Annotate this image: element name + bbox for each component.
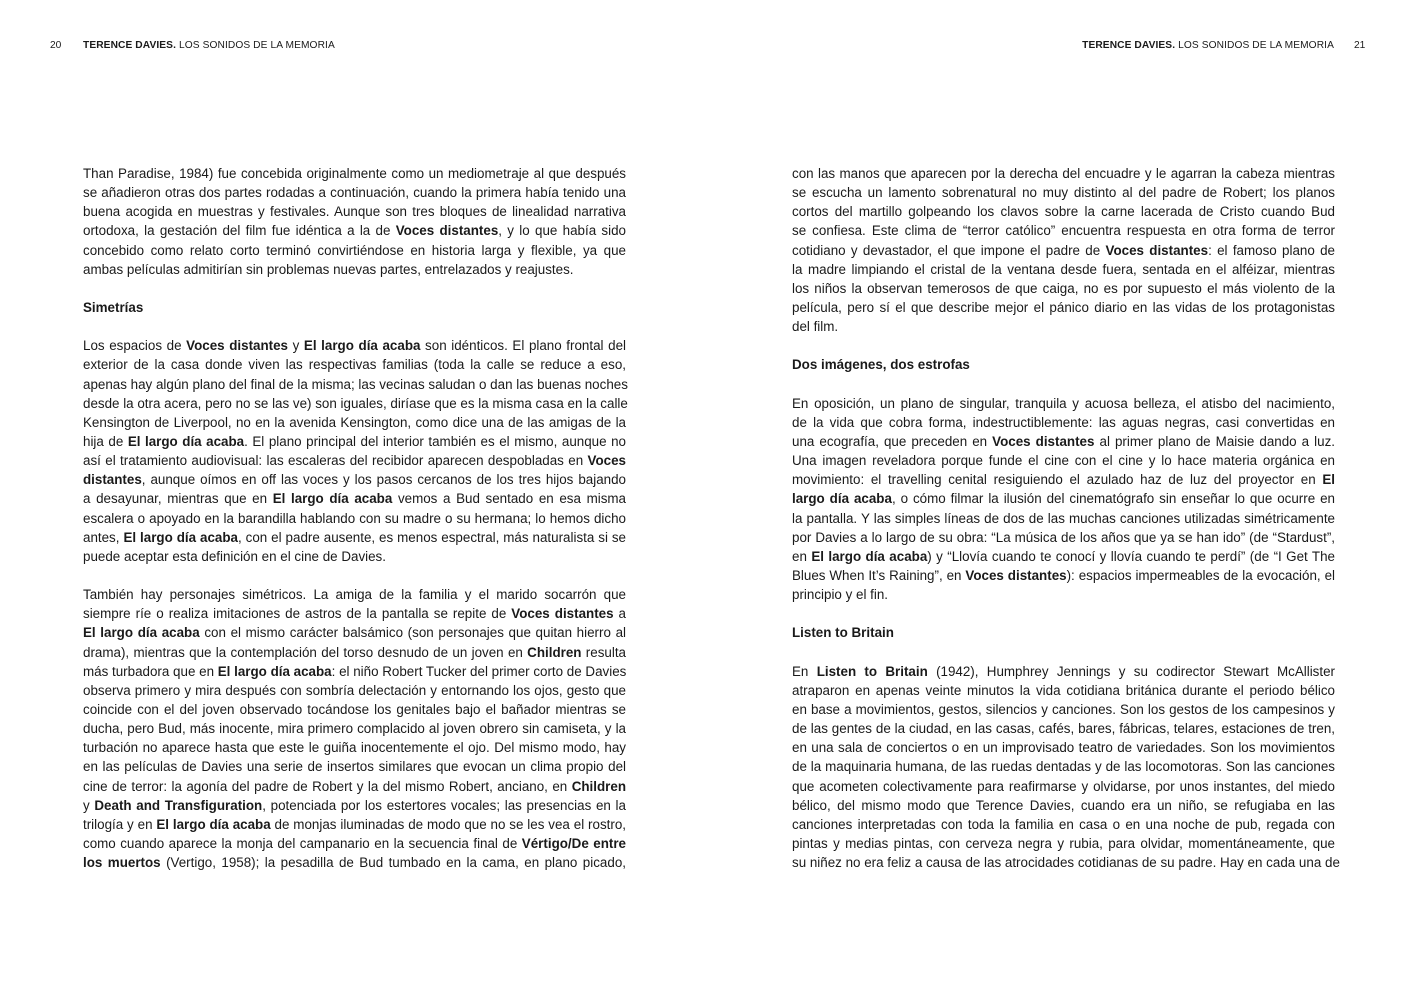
film-title: Voces distantes bbox=[1105, 242, 1209, 258]
text-line bbox=[83, 394, 626, 413]
running-head-author: TERENCE DAVIES. bbox=[83, 40, 177, 51]
text-line bbox=[83, 815, 626, 834]
text-run: la pantalla. Y las simples líneas de dos de las muchas canciones utilizadas simétricamente bbox=[792, 510, 1335, 526]
text-line bbox=[83, 585, 626, 604]
text-run: Los espacios de bbox=[83, 338, 187, 354]
text-run: (Vertigo, 1958); la pesadilla de Bud tumbado en la cama, en plano picado, bbox=[160, 855, 626, 871]
film-title: El largo día acaba bbox=[156, 816, 271, 832]
text-run: , o cómo filmar la ilusión del cinematógrafo sin enseñar lo que ocurre en bbox=[891, 491, 1335, 507]
left-page bbox=[0, 0, 708, 1000]
film-title: El largo día acaba bbox=[127, 433, 245, 449]
section-heading: Simetrías bbox=[83, 299, 144, 315]
right-page bbox=[709, 0, 1417, 1000]
text-run: , aunque oímos en off las voces y los pasos cercanos de los tres hijos bajando bbox=[141, 472, 626, 488]
text-run: (1942), Humphrey Jennings y su codirector Stewart McAllister bbox=[927, 663, 1335, 679]
text-run: ): espacios impermeables de la evocación, el bbox=[1066, 567, 1335, 583]
film-title: El largo día acaba bbox=[811, 548, 928, 564]
text-run: Una imagen reveladora porque funde el cine con el cine y lo hace materia orgánica en bbox=[792, 453, 1335, 469]
text-line bbox=[792, 834, 1335, 853]
text-run: trilogía y en bbox=[83, 816, 157, 832]
text-run: canciones interpretadas con toda la familia en casa o en una noche de pub, regada con bbox=[792, 816, 1335, 832]
film-title: Listen to Britain bbox=[816, 663, 928, 679]
film-title: Voces distantes bbox=[511, 606, 614, 622]
text-line bbox=[792, 509, 1335, 528]
film-title: Children bbox=[571, 778, 626, 794]
text-line bbox=[83, 757, 626, 776]
body-text bbox=[83, 164, 626, 891]
text-run: observa primero y mira después con sombría delectación y entornando los ojos, gesto que bbox=[83, 682, 626, 698]
text-line bbox=[792, 719, 1335, 738]
text-run: antes, bbox=[83, 529, 124, 545]
text-run: ) y “Llovía cuando te conocí y llovía cuando te perdí” (de “I Get The bbox=[927, 548, 1335, 564]
text-line bbox=[83, 796, 626, 815]
text-line bbox=[83, 221, 626, 240]
text-run: con las manos que aparecen por la derecha del encuadre y le agarran la cabeza mientras bbox=[792, 166, 1335, 181]
text-line bbox=[83, 853, 626, 872]
text-line bbox=[792, 432, 1335, 451]
text-line bbox=[83, 432, 626, 451]
text-run: vemos a Bud sentado en esa misma bbox=[392, 491, 626, 507]
text-run: puede aceptar esta definición en el cine de Davies. bbox=[83, 548, 386, 564]
text-line bbox=[792, 221, 1335, 240]
text-line bbox=[83, 528, 626, 547]
text-run: cine de terror: la agonía del padre de Robert y la del mismo Robert, anciano, en bbox=[83, 778, 572, 794]
text-line bbox=[792, 662, 1335, 681]
text-run: en una sala de conciertos o en un improvisado teatro de variedades. Son los movimientos bbox=[792, 740, 1335, 756]
text-run: así el tratamiento audiovisual: las escaleras del recibidor aparecen despobladas en bbox=[83, 453, 588, 469]
text-run: en base a movimientos, gestos, silencios y canciones. Son los gestos de los campesinos y bbox=[792, 701, 1335, 717]
text-line bbox=[792, 317, 1335, 336]
text-line bbox=[83, 604, 626, 623]
film-title: Death and Transfiguration bbox=[94, 797, 263, 813]
text-line bbox=[83, 375, 626, 394]
text-line bbox=[792, 241, 1335, 260]
text-run: : el niño Robert Tucker del primer corto de Davies bbox=[331, 663, 627, 679]
running-head-author: TERENCE DAVIES. bbox=[1082, 40, 1176, 51]
text-line bbox=[83, 547, 626, 566]
paragraph bbox=[792, 164, 1335, 336]
text-run: drama), mientras que la contemplación del torso desnudo de un joven en bbox=[83, 644, 528, 660]
text-run: coincide con el del joven observado tocándose los genitales bajo el bañador mientras se bbox=[83, 701, 626, 717]
film-title: los muertos bbox=[83, 855, 161, 871]
text-run: que acometen colectivamente para reafirmarse y olvidarse, por unos instantes, del miedo bbox=[792, 778, 1335, 794]
text-run: en las películas de Davies una serie de insertos similares que evocan un clima propio del bbox=[83, 759, 626, 775]
film-title: El largo día acaba bbox=[303, 338, 421, 354]
film-title: Vértigo/De entre bbox=[521, 835, 627, 851]
running-head-title: LOS SONIDOS DE LA MEMORIA bbox=[178, 40, 335, 51]
text-run: : el famoso plano de bbox=[1208, 242, 1336, 258]
paragraph bbox=[792, 394, 1335, 605]
text-run: del film. bbox=[792, 319, 839, 335]
text-run: turbación no aparece hasta que este le guiña inocentemente el ojo. Del mismo modo, hay bbox=[83, 740, 626, 756]
text-run: como cuando aparece la monja del campanario en la secuencia final de bbox=[83, 835, 522, 851]
text-run: concebido como relato corto terminó convirtiéndose en historia larga y flexible, ya que bbox=[83, 242, 626, 258]
text-line bbox=[792, 202, 1335, 221]
body-text bbox=[792, 164, 1340, 891]
text-line bbox=[83, 700, 626, 719]
text-run: los niños la observan temerosos de que caiga, no es por supuesto el más violento de la bbox=[792, 280, 1335, 296]
page-number: 21 bbox=[1354, 40, 1366, 51]
text-run: hija de bbox=[83, 433, 128, 449]
text-line bbox=[792, 470, 1335, 489]
film-title: El largo día acaba bbox=[123, 529, 238, 545]
text-run: la madre limpiando el cristal de la ventana desde fuera, sentada en el alféizar, mientras bbox=[792, 261, 1335, 277]
text-run: , y lo que había sido bbox=[498, 223, 626, 239]
text-line bbox=[83, 183, 626, 202]
text-run: ortodoxa, la gestación del film fue idéntica a la de bbox=[83, 223, 396, 239]
text-line bbox=[792, 164, 1335, 183]
text-line bbox=[83, 719, 626, 738]
text-run: . El plano principal del interior también es el mismo, aunque no bbox=[244, 433, 626, 449]
text-run: de la vida que cobra forma, indestructiblemente: las aguas negras, casi convertidas en bbox=[792, 414, 1335, 430]
text-line bbox=[83, 662, 626, 681]
text-line bbox=[83, 260, 626, 279]
text-run: También hay personajes simétricos. La amiga de la familia y el marido socarrón que bbox=[83, 587, 626, 603]
text-run: movimiento: el travelling cenital resiguiendo el azulado haz de luz del proyector en bbox=[792, 472, 1323, 488]
text-run: ducha, pero Bud, más inocente, mira primero complacido al joven obrero sin camiseta, y la bbox=[83, 721, 626, 737]
text-line bbox=[792, 183, 1335, 202]
text-line bbox=[792, 298, 1335, 317]
text-run: de la maquinaria humana, de las ruedas dentadas y de las locomotoras. Son las canciones bbox=[792, 759, 1335, 775]
text-run: bélico, del mismo modo que Terence Davies, cuando era un niño, se refugiaba en las bbox=[792, 797, 1335, 813]
text-line bbox=[83, 164, 626, 183]
text-line bbox=[83, 834, 626, 853]
text-run: y bbox=[83, 797, 95, 813]
text-run: exterior de la casa donde viven las respectivas familias (toda la calle se reduce a eso, bbox=[83, 357, 626, 373]
text-line bbox=[83, 202, 626, 221]
text-run: una ecografía, que preceden en bbox=[792, 433, 993, 449]
text-line bbox=[792, 528, 1335, 547]
text-run: pintas y medias pintas, con cerveza negra y rubia, para olvidar, momentáneamente, que bbox=[792, 835, 1335, 851]
film-title: distantes bbox=[83, 472, 142, 488]
text-line bbox=[792, 260, 1335, 279]
text-line bbox=[792, 738, 1335, 757]
text-line bbox=[83, 413, 626, 432]
text-line bbox=[792, 489, 1335, 508]
text-run: Kensington de Liverpool, no en la avenida Kensington, como dice una de las amigas de la bbox=[83, 414, 626, 430]
text-line bbox=[792, 796, 1335, 815]
text-run: se escucha un lamento sobrenatural no muy distinto al del padre de Robert; los planos bbox=[792, 185, 1335, 201]
film-title: Voces distantes bbox=[992, 433, 1095, 449]
text-line bbox=[83, 681, 626, 700]
text-run: de monjas iluminadas de modo que no se les vea el rostro, bbox=[270, 816, 626, 832]
film-title: Voces distantes bbox=[186, 338, 289, 354]
text-line bbox=[83, 489, 626, 508]
film-title: El bbox=[1322, 472, 1335, 488]
paragraph bbox=[83, 336, 626, 566]
text-run: resulta bbox=[581, 644, 626, 660]
text-run: cortos del martillo golpeando los clavos sobre la carne lacerada de Cristo cuando Bud bbox=[792, 204, 1335, 220]
text-line bbox=[792, 815, 1335, 834]
film-title: Voces distantes bbox=[395, 223, 499, 239]
film-title: El largo día acaba bbox=[217, 663, 332, 679]
text-run: Than Paradise, 1984) fue concebida originalmente como un mediometraje al que después bbox=[83, 166, 626, 181]
text-line bbox=[792, 681, 1335, 700]
text-run: , con el padre ausente, es menos espectral, más naturalista si se bbox=[237, 529, 627, 545]
text-run: buena acogida en muestras y festivales. Aunque son tres bloques de linealidad narrativa bbox=[83, 204, 626, 220]
text-line bbox=[83, 241, 626, 260]
section-heading: Dos imágenes, dos estrofas bbox=[792, 357, 970, 373]
text-run: se confiesa. Este clima de “terror católico” encuentra respuesta en otra forma de terror bbox=[792, 223, 1335, 239]
text-run: por Davies a lo largo de su obra: “La música de los años que ya se han ido” (de “Stardust”, bbox=[792, 529, 1335, 545]
text-run: Blues When It’s Raining”, en bbox=[792, 567, 966, 583]
text-run: película, pero sí el que describe mejor el pánico diario en las vidas de los protagonistas bbox=[792, 299, 1335, 315]
film-title: Voces bbox=[587, 453, 626, 469]
film-title: Voces distantes bbox=[965, 567, 1067, 583]
text-line bbox=[792, 853, 1340, 872]
text-run: más turbadora que en bbox=[83, 663, 218, 679]
film-title: El largo día acaba bbox=[272, 491, 393, 507]
text-run: en bbox=[792, 548, 812, 564]
text-run: a bbox=[613, 606, 626, 622]
text-line bbox=[792, 585, 1335, 604]
page-number: 20 bbox=[50, 40, 62, 51]
text-run: escalera o apoyado en la barandilla hablando con su madre o su hermana; lo hemos dicho bbox=[83, 510, 626, 526]
text-run: se añadieron otras dos partes rodadas a continuación, cuando la primera había tenido una bbox=[83, 185, 626, 201]
text-run: al primer plano de Maisie dando a luz. bbox=[1094, 433, 1335, 449]
text-line bbox=[83, 777, 626, 796]
text-run: y bbox=[288, 338, 304, 354]
section-heading: Listen to Britain bbox=[792, 625, 894, 641]
running-head bbox=[83, 40, 335, 51]
text-run: siempre ríe o realiza imitaciones de astros de la pantalla se repite de bbox=[83, 606, 512, 622]
running-head-title: LOS SONIDOS DE LA MEMORIA bbox=[1178, 40, 1334, 51]
text-line bbox=[792, 757, 1335, 776]
text-run: son idénticos. El plano frontal del bbox=[420, 338, 626, 354]
film-title: El largo día acaba bbox=[83, 625, 200, 641]
text-line bbox=[792, 451, 1335, 470]
film-title: Children bbox=[527, 644, 582, 660]
text-run: su niñez no era feliz a causa de las atrocidades cotidianas de su padre. Hay en cada una de bbox=[792, 855, 1340, 871]
text-line bbox=[792, 566, 1335, 585]
text-line bbox=[792, 700, 1335, 719]
text-line bbox=[792, 777, 1335, 796]
running-head bbox=[1082, 40, 1334, 51]
film-title: largo día acaba bbox=[792, 491, 892, 507]
text-run: , potenciada por los estertores vocales; las presencias en la bbox=[262, 797, 626, 813]
text-run: ambas películas admitirían sin problemas nuevas partes, entrelazados y reajustes. bbox=[83, 261, 574, 277]
text-run: En bbox=[792, 663, 817, 679]
paragraph bbox=[792, 662, 1340, 873]
text-run: de las gentes de la ciudad, en las casas, cafés, bares, fábricas, telares, estaciones de tren, bbox=[792, 721, 1335, 737]
text-line bbox=[792, 413, 1335, 432]
text-run: principio y el fin. bbox=[792, 587, 889, 603]
text-line bbox=[83, 643, 626, 662]
text-line bbox=[792, 279, 1335, 298]
text-line bbox=[792, 547, 1335, 566]
text-run: En oposición, un plano de singular, tranquila y acuosa belleza, el atisbo del nacimiento, bbox=[792, 395, 1335, 411]
text-run: apenas hay algún plano del final de la misma; las vecinas saludan o dan las buenas noches bbox=[83, 376, 628, 392]
paragraph bbox=[83, 585, 626, 872]
text-line bbox=[83, 509, 626, 528]
text-run: atraparon en apenas veinte minutos la vida cotidiana británica durante el periodo bélico bbox=[792, 682, 1335, 698]
text-line bbox=[792, 394, 1335, 413]
text-line bbox=[83, 336, 626, 355]
text-run: a desayunar, mientras que en bbox=[83, 491, 273, 507]
text-line bbox=[83, 451, 626, 470]
text-line bbox=[83, 623, 626, 642]
text-line bbox=[83, 470, 626, 489]
text-run: cotidiano y devastador, el que impone el padre de bbox=[792, 242, 1106, 258]
text-run: desde la otra acera, pero no se las ve) son iguales, diríase que es la misma casa en la calle bbox=[83, 395, 628, 411]
text-line bbox=[83, 355, 626, 374]
text-run: con el mismo carácter balsámico (son personajes que quitan hierro al bbox=[199, 625, 626, 641]
paragraph bbox=[83, 164, 626, 279]
text-line bbox=[83, 738, 626, 757]
